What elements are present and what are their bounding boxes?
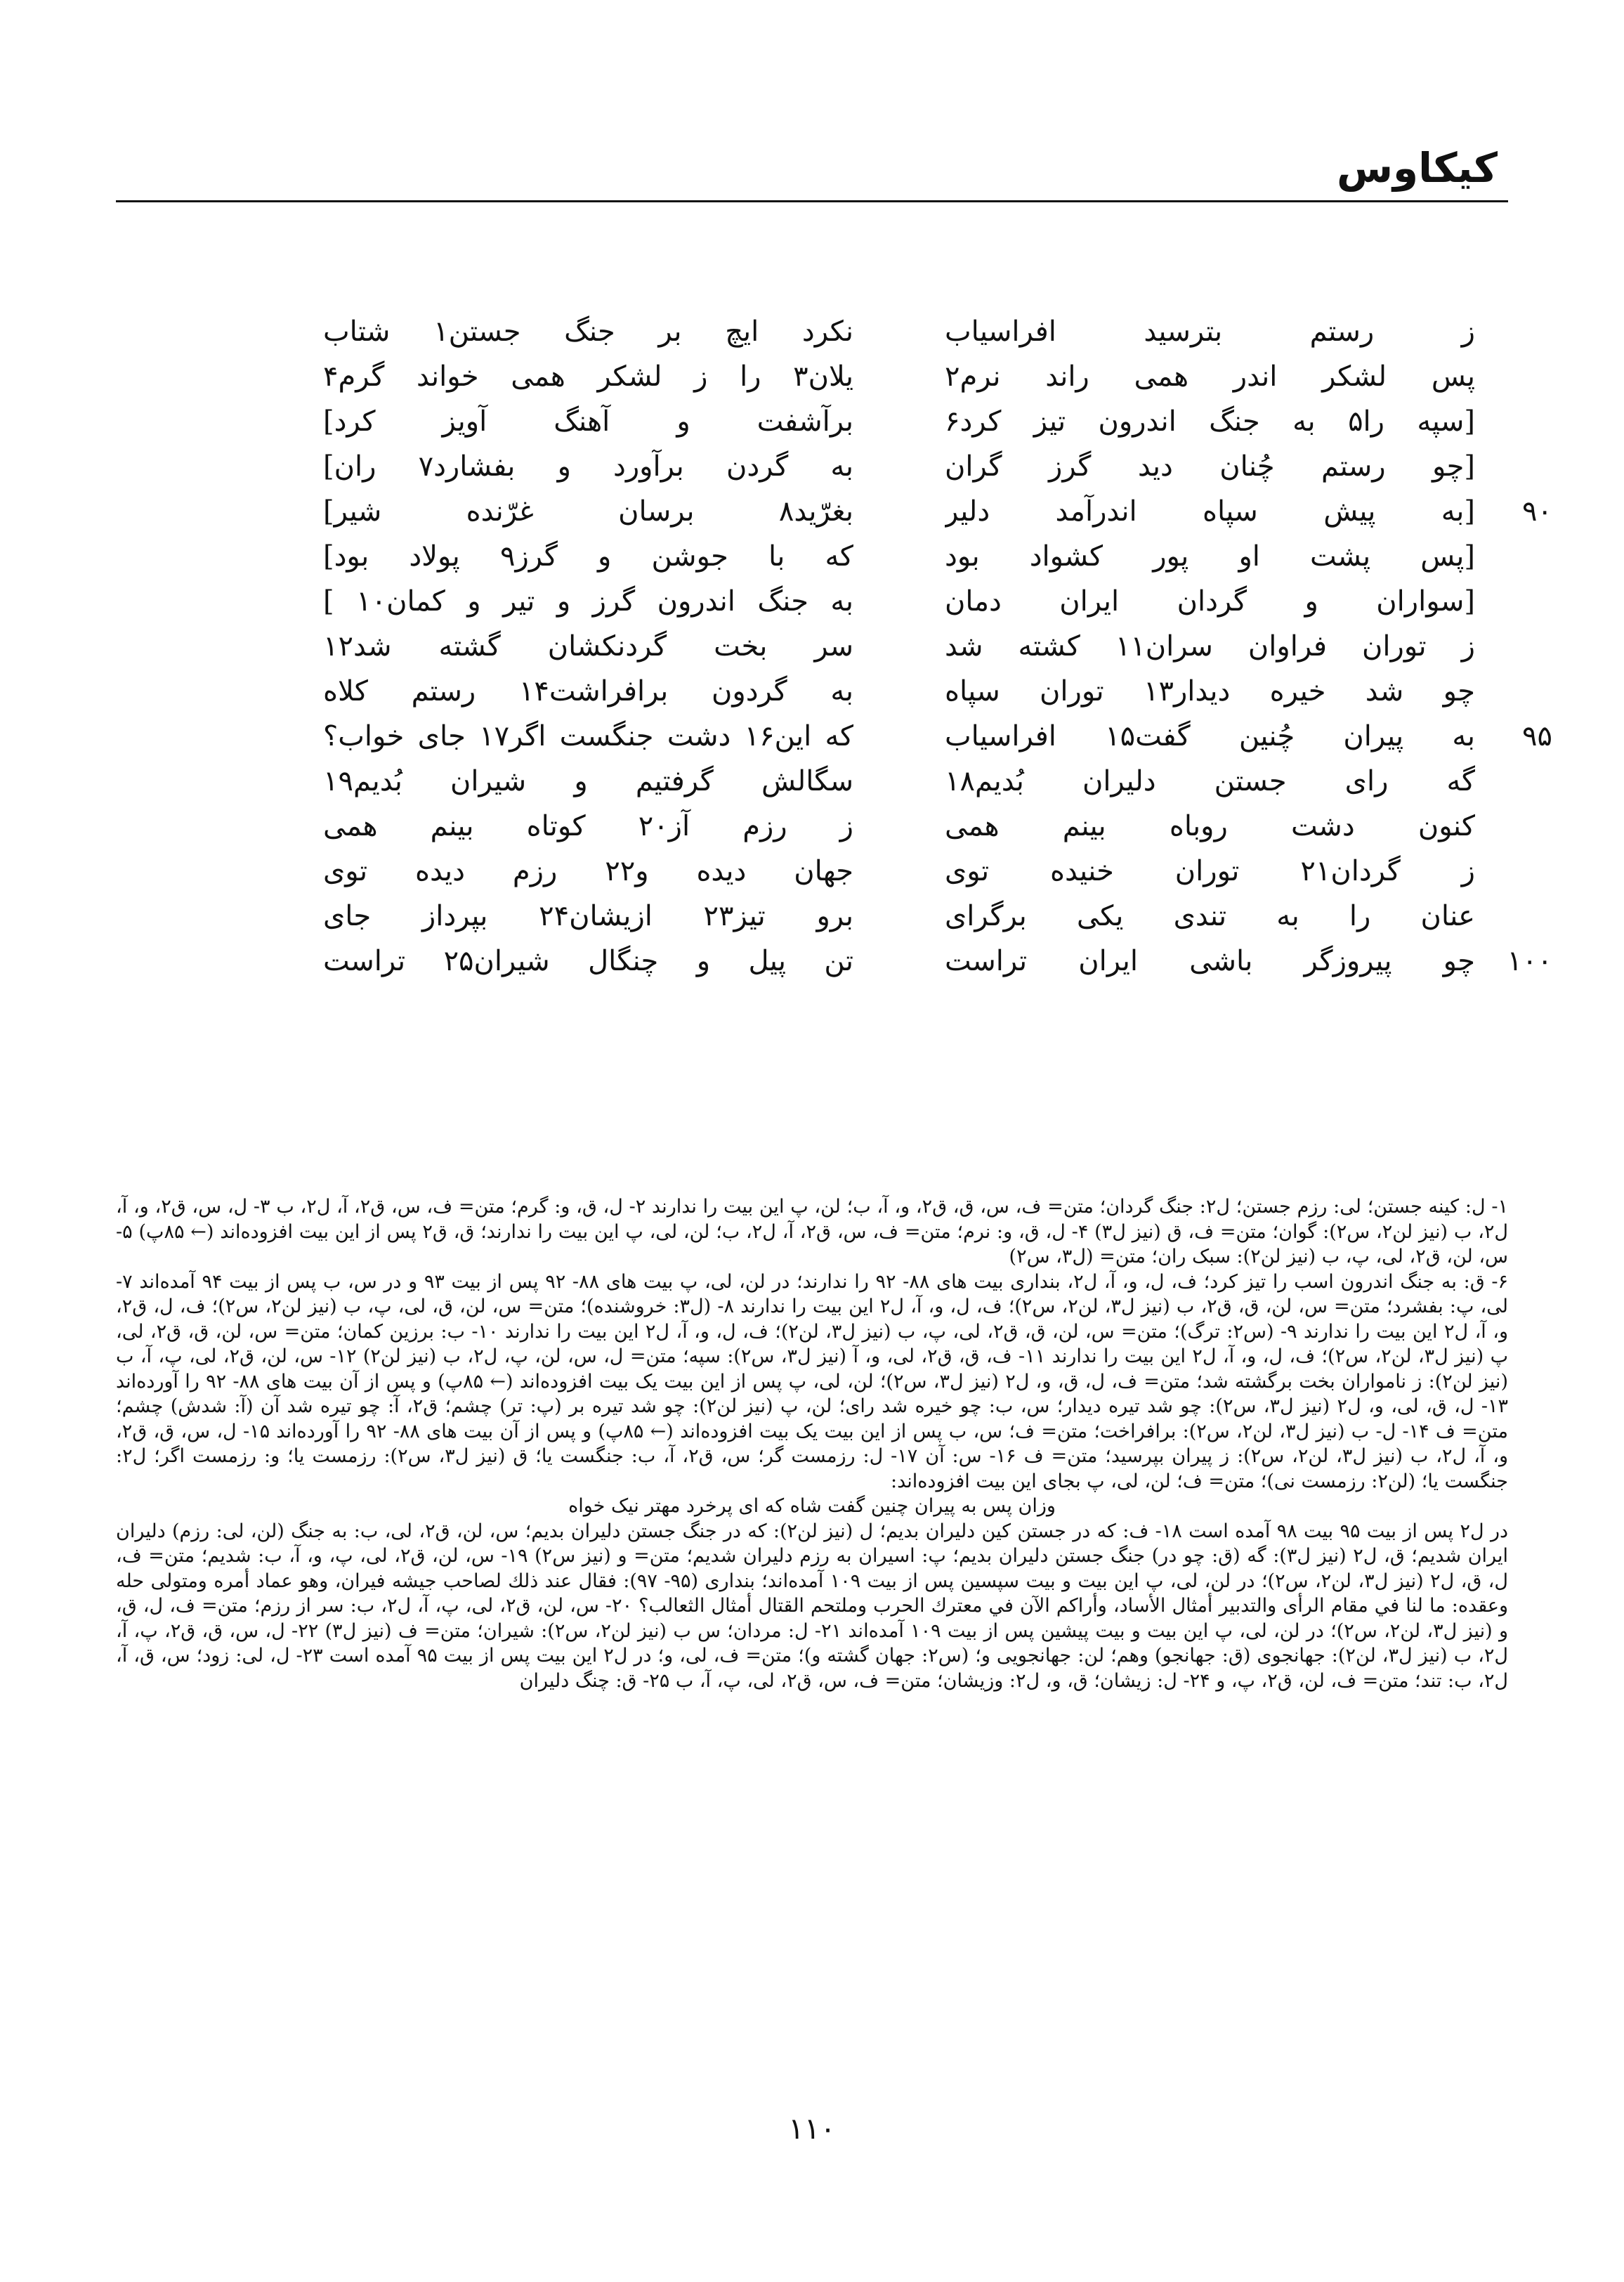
footnote-verse: وزان پس به پیران چنین گفت شاه که ای پرخرد مهتر نیک خواه <box>568 1495 1056 1517</box>
verse-row <box>225 579 1475 624</box>
first-hemistich: چو پیروزگر باشی ایران تراست <box>945 945 1475 977</box>
first-hemistich: عنان را به تندی یکی برگرای <box>945 900 1475 932</box>
verse-row <box>225 534 1475 579</box>
verse-row <box>225 759 1475 804</box>
footnotes <box>116 1194 1508 1988</box>
running-title: کیکاوس <box>1337 144 1498 192</box>
second-hemistich: نکرد ایچ بر جنگ جستن۱ شتاب <box>323 315 853 348</box>
verse-number: ۹۰ <box>1522 495 1552 528</box>
footnote-paragraph: در ل۲ پس از بیت ۹۵ بیت ۹۸ آمده است ۱۸- ف: که در جستن کین دلیران بدیم؛ ل (نیز لن۲): که در جنگ جستن دلیران بدیم؛ س، لن، ق۲، لی، ب: به جنگ (لن، لی: رزم) دلیران ایران شدیم؛ ق، ل۲ (نیز ل۳): گه (ق: چو در) جنگ جستن دلیران بدیم؛ پ: اسیران به رزم دلیران شدیم؛ متن= و (نیز س۲) ۱۹- س، لن، ق۲، لی، پ، و، آ، ب: شدیم؛ متن= ف، ل، ق، ل۲ (نیز ل۳، لن۲، س۲)؛ در لن، لی، پ این بیت و بیت سپسین پس از بیت ۱۰۹ آمده‌اند؛ بنداری (۹۵- ۹۷): فقال عند ذلك لصاحب جیشه فیران، وهو عماد أمره ومتولی حله وعقده: ما لنا في مقام الرأی والتدبیر أمثال الأساد، وأراکم الآن في معترك الحرب وملتحم القتال أمثال الثعالب؟ ۲۰- س، لن، ق۲، لی، پ، آ، ل۲، ب: سر از رزم؛ متن= ف، ل، ق، و (نیز ل۳، لن۲، س۲)؛ در لن، لی، پ این بیت و بیت پیشین پس از بیت ۱۰۹ آمده‌اند ۲۱- ل: مردان؛ س ب (نیز لن۲، س۲): شیران؛ متن= ف (نیز ل۳) ۲۲- ل، س، ق، ق۲، پ، آ، ل۲، ب (نیز ل۳، لن۲): جهانجوی (ق: جهانجو) وهم؛ لن: جهانجویی و؛ (س۲: جهان گشته و)؛ متن= ف، لی، و؛ در ل۲ این بیت پس از بیت ۹۵ آمده است ۲۳- ل، لی: زود؛ س، ق، آ، ل۲، ب: تند؛ متن= ف، لن، ق۲، پ، و ۲۴- ل: زیشان؛ ق، و، ل۲: وزیشان؛ متن= ف، س، ق۲، لی، پ، آ، ب ۲۵- ق: چنگ دلیران <box>116 1520 1508 1692</box>
second-hemistich: سر بخت گردنکشان گشته شد۱۲ <box>323 630 853 663</box>
second-hemistich: سگالش گرفتیم و شیران بُدیم۱۹ <box>323 765 853 797</box>
verse-row <box>225 939 1552 984</box>
verse-row <box>225 444 1475 489</box>
first-hemistich: پس لشکر اندر همی راند نرم۲ <box>945 360 1475 393</box>
verse-block <box>225 309 1552 984</box>
first-hemistich: [پس پشت او پور کشواد بود <box>945 540 1475 573</box>
first-hemistich: چو شد خیره دیدار۱۳ توران سپاه <box>945 675 1475 708</box>
second-hemistich: که با جوشن و گرز۹ پولاد بود] <box>323 540 853 573</box>
first-hemistich: [سپه را۵ به جنگ اندرون تیز کرد۶ <box>945 405 1475 438</box>
verse-row <box>225 849 1475 894</box>
verse-row <box>225 714 1552 759</box>
second-hemistich: بغرّید۸ برسان غرّنده شیر] <box>323 495 853 528</box>
verse-row <box>225 399 1475 444</box>
verse-row <box>225 804 1475 849</box>
first-hemistich: ز توران فراوان سران۱۱ کشته شد <box>945 630 1475 663</box>
second-hemistich: یلان۳ را ز لشکر همی خواند گرم۴ <box>323 360 853 393</box>
second-hemistich: به گردن برآورد و بفشارد۷ ران] <box>323 450 853 483</box>
second-hemistich: برآشفت و آهنگ آویز کرد] <box>323 405 853 438</box>
footnote-paragraph: ۶- ق: به جنگ اندرون اسب را تیز کرد؛ ف، ل، و، آ، ل۲، بنداری بیت های ۸۸- ۹۲ را ندارند؛ در لن، لی، پ بیت های ۸۸- ۹۲ پس از بیت ۹۳ و در س، ب پس از بیت ۹۴ آمده‌اند ۷- لی، پ: بفشرد؛ متن= س، لن، ق، ق۲، ب (نیز ل۳، لن۲، س۲)؛ ف، ل، و، آ، ل۲ این بیت را ندارند ۸- (ل۳: خروشنده)؛ متن= س، لن، ق، لی، پ، ب (نیز لن۲، س۲)؛ ف، ل، ق۲، و، آ، ل۲ این بیت را ندارند ۹- (س۲: ترگ)؛ متن= س، لن، ق، ق۲، لی، پ، ب (نیز ل۳، لن۲)؛ ف، ل، و، آ، ل۲ این بیت را ندارند ۱۰- ب: برزین کمان؛ متن= س، لن، ق، ق۲، لی، پ (نیز ل۳، لن۲، س۲)؛ ف، ل، و، آ، ل۲ این بیت را ندارند ۱۱- ف، ق، ق۲، لی، و، آ (نیز ل۳، س۲): سپه؛ متن= ل، س، لن، پ، ل۲، ب (نیز لن۲) ۱۲- س، لن، ق۲، لی، پ، آ، ب (نیز لن۲): ز نامواران بخت برگشته شد؛ متن= ف، ل، ق، و، ل۲ (نیز ل۳، س۲)؛ لن، لی، پ پس از این بیت یک بیت افزوده‌اند (← ۸۵پ) و پس از آن بیت های ۸۸- ۹۲ را آورده‌اند ۱۳- ل، ق، لی، و، ل۲ (نیز ل۳، س۲): چو شد تیره دیدار؛ س، ب: چو خیره شد رای؛ لن، پ (نیز لن۲): چو شد تیره بر (پ: تر) چشم؛ ق۲، آ: چو تیره شد آن (آ: شدش) چشم؛ متن= ف ۱۴- ل- ب (نیز ل۳، لن۲، س۲): برافراخت؛ متن= ف؛ س، ب پس از این بیت یک بیت افزوده‌اند (← ۸۵پ) و پس از آن بیت های ۸۸- ۹۲ را آورده‌اند ۱۵- ل، س، ق، ق۲، و، آ، ل۲، ب (نیز ل۳، لن۲، س۲): ز پیران بپرسید؛ متن= ف ۱۶- س: آن ۱۷- ل: رزمست گر؛ س، ق۲، آ، ب: جنگست یا؛ ق (نیز ل۳، س۲): رزمست یا؛ و: رزمست اگر؛ ل۲: جنگست یا؛ (لن۲: رزمست نی)؛ متن= ف؛ لن، لی، پ بجای این بیت افزوده‌اند: <box>116 1270 1508 1492</box>
header-rule <box>116 200 1508 202</box>
first-hemistich: به پیران چُنین گفت۱۵ افراسیاب <box>945 720 1475 752</box>
second-hemistich: جهان دیده و۲۲ رزم دیده توی <box>323 855 853 887</box>
first-hemistich: [به پیش سپاه اندرآمد دلیر <box>945 495 1475 528</box>
first-hemistich: گه رای جستن دلیران بُدیم۱۸ <box>945 765 1475 797</box>
second-hemistich: به جنگ اندرون گرز و تیر و کمان۱۰ ] <box>323 585 853 618</box>
verse-number: ۹۵ <box>1522 720 1552 752</box>
first-hemistich: کنون دشت روباه بینم همی <box>945 810 1475 842</box>
verse-row <box>225 624 1475 669</box>
second-hemistich: ز رزم آز۲۰ کوتاه بینم همی <box>323 810 853 842</box>
verse-row <box>225 894 1475 939</box>
page-number: ۱۱۰ <box>788 2111 836 2146</box>
verse-row <box>225 489 1552 534</box>
verse-row <box>225 309 1475 354</box>
verse-row <box>225 354 1475 399</box>
first-hemistich: ز رستم بترسید افراسیاب <box>945 315 1475 348</box>
second-hemistich: تن پیل و چنگال شیران۲۵ تراست <box>323 945 853 977</box>
footnote-paragraph: ۱- ل: کینه جستن؛ لی: رزم جستن؛ ل۲: جنگ گردان؛ متن= ف، س، ق، ق۲، و، آ، ب؛ لن، پ این بیت را ندارند ۲- ل، ق، و: گرم؛ متن= ف، س، ق۲، آ، ل۲، ب ۳- ل، س، ق۲، و، آ، ل۲، ب (نیز لن۲، س۲): گوان؛ متن= ف، ق (نیز ل۳) ۴- ل، ق، و: نرم؛ متن= ف، س، ق۲، آ، ل۲، ب؛ لن، لی، پ این بیت را ندارند؛ ق، ق۲ پس از این بیت افزوده‌اند (← ۸۵پ) ۵- س، لن، ق۲، لی، پ، ب (نیز لن۲): سبک ران؛ متن= (ل۳، س۲) <box>116 1196 1508 1267</box>
first-hemistich: ز گردان۲۱ توران خنیده توی <box>945 855 1475 887</box>
second-hemistich: به گردون برافراشت۱۴ رستم کلاه <box>323 675 853 708</box>
verse-row <box>225 669 1475 714</box>
first-hemistich: [سواران و گردان ایران دمان <box>945 585 1475 618</box>
verse-number: ۱۰۰ <box>1507 945 1552 977</box>
second-hemistich: برو تیز۲۳ ازیشان۲۴ بپرداز جای <box>323 900 853 932</box>
second-hemistich: که این۱۶ دشت جنگست اگر۱۷ جای خواب؟ <box>323 720 853 752</box>
first-hemistich: [چو رستم چُنان دید گرز گران <box>945 450 1475 483</box>
